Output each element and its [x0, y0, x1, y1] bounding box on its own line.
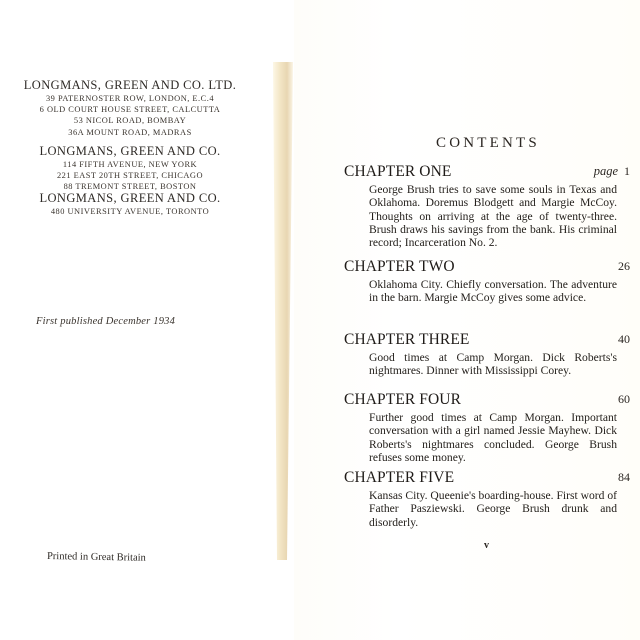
- chapter-heading-row: [344, 391, 630, 411]
- page-label: page: [593, 164, 618, 178]
- publisher-name: LONGMANS, GREEN AND CO. LTD.: [23, 78, 237, 92]
- publisher-name: LONGMANS, GREEN AND CO.: [39, 144, 221, 158]
- chapter-summary: Further good times at Camp Morgan. Important conversation with a girl named Jessie Mayhew. Dick Roberts's nightmares concluded. George Brush refuses some money.: [369, 411, 617, 464]
- page-folio: v: [484, 540, 489, 551]
- left-page: [0, 0, 272, 640]
- contents-heading: CONTENTS: [436, 135, 540, 151]
- chapter-summary: Oklahoma City. Chiefly conversation. The adventure in the barn. Margie McCoy gives some advice.: [369, 278, 617, 305]
- chapter-entry: [344, 391, 630, 464]
- chapter-title: CHAPTER ONE: [344, 163, 452, 180]
- chapter-entry: [344, 258, 630, 305]
- publisher-address: 36A MOUNT ROAD, MADRAS: [68, 127, 192, 137]
- chapter-entry: [344, 469, 630, 529]
- chapter-summary: Kansas City. Queenie's boarding-house. First word of Father Pasziewski. George Brush drunk and disorderly.: [369, 489, 617, 529]
- publisher-address: 88 TREMONT STREET, BOSTON: [63, 182, 197, 192]
- publisher-address: 114 FIFTH AVENUE, NEW YORK: [62, 160, 198, 169]
- publisher-name: LONGMANS, GREEN AND CO.: [39, 191, 221, 205]
- chapter-title: CHAPTER TWO: [344, 258, 455, 275]
- chapter-entry: [344, 163, 630, 249]
- chapter-page-number: 84: [618, 470, 630, 484]
- publisher-address: 480 UNIVERSITY AVENUE, TORONTO: [50, 207, 210, 216]
- page-number: 1: [624, 164, 630, 178]
- publisher-block-toronto: [0, 190, 260, 217]
- book-gutter: [273, 62, 293, 560]
- publisher-block-usa: [0, 143, 260, 193]
- chapter-page-number: 40: [618, 332, 630, 346]
- publisher-address: 53 NICOL ROAD, BOMBAY: [73, 116, 187, 126]
- publisher-address: 39 PATERNOSTER ROW, LONDON, E.C.4: [45, 94, 215, 103]
- chapter-title: CHAPTER THREE: [344, 331, 470, 348]
- chapter-summary: George Brush tries to save some souls in Texas and Oklahoma. Doremus Blodgett and Margie McCoy. Thoughts on arriving at the age of twenty-three. Brush draws his savings from the bank. His criminal record; Incarceration No. 2.: [369, 183, 617, 250]
- chapter-title: CHAPTER FOUR: [344, 391, 462, 408]
- right-page: [294, 0, 640, 640]
- publisher-block-london: [0, 77, 260, 138]
- chapter-heading-row: [344, 331, 630, 351]
- chapter-heading-row: [344, 469, 630, 489]
- publisher-address: 221 EAST 20TH STREET, CHICAGO: [56, 171, 204, 181]
- chapter-page-number: [594, 164, 630, 179]
- chapter-heading-row: [344, 258, 630, 278]
- chapter-heading-row: [344, 163, 630, 183]
- chapter-entry: [344, 331, 630, 378]
- chapter-page-number: 60: [618, 392, 630, 406]
- printed-in-note: Printed in Great Britain: [46, 551, 146, 564]
- first-published-note: First published December 1934: [36, 316, 176, 327]
- chapter-summary: Good times at Camp Morgan. Dick Roberts's nightmares. Dinner with Mississippi Corey.: [369, 351, 617, 378]
- publisher-address: 6 OLD COURT HOUSE STREET, CALCUTTA: [39, 105, 221, 115]
- chapter-page-number: 26: [618, 259, 630, 273]
- chapter-title: CHAPTER FIVE: [344, 469, 455, 486]
